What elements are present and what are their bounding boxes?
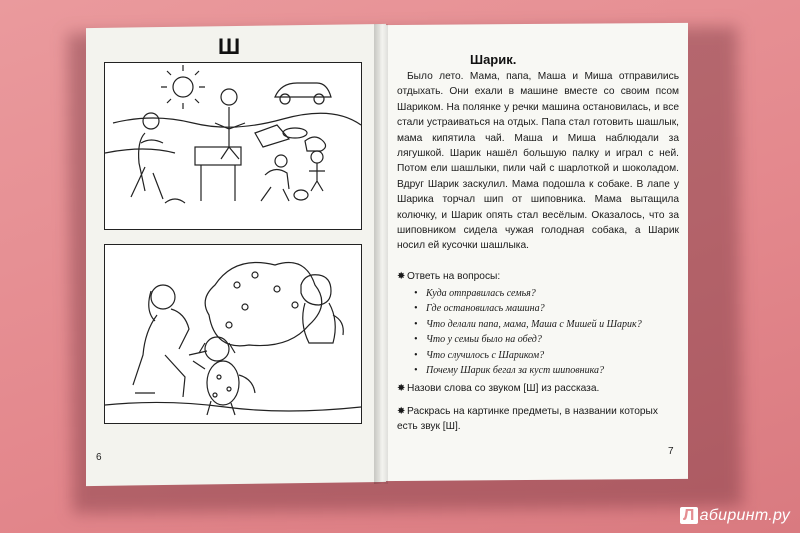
bullet-icon: • <box>414 334 418 346</box>
left-page-number: 6 <box>96 452 102 463</box>
question-item <box>414 348 676 363</box>
book-gutter <box>374 24 388 484</box>
task-answer-questions <box>397 269 679 284</box>
illustration-picnic <box>104 62 362 230</box>
picnic-line-art <box>105 63 361 229</box>
task-answer-questions-label: Ответь на вопросы: <box>407 271 501 282</box>
dog-line-art <box>105 245 361 423</box>
bullet-icon: • <box>414 365 418 377</box>
question-text: Где остановилась машина? <box>426 303 545 315</box>
bullet-icon: • <box>414 349 418 361</box>
task-color-picture-label: Раскрась на картинке предметы, в названии которых есть звук [Ш]. <box>397 406 658 433</box>
question-text: Что делали папа, мама, Маша с Мишей и Шарик? <box>426 318 642 330</box>
task-name-words-label: Назови слова со звуком [Ш] из рассказа. <box>407 383 600 394</box>
question-item <box>414 317 676 332</box>
right-page-number: 7 <box>668 446 674 457</box>
question-text: Почему Шарик бегал за куст шиповника? <box>426 365 605 377</box>
question-item <box>414 301 676 316</box>
question-item <box>414 286 676 301</box>
star-icon: ✸ <box>397 406 406 417</box>
question-list <box>414 286 676 378</box>
star-icon: ✸ <box>397 383 406 394</box>
bullet-icon: • <box>414 318 418 330</box>
question-item <box>414 363 676 378</box>
story-paragraph: Было лето. Мама, папа, Маша и Миша отправились отдыхать. Они ехали в машине вместе со своим псом Шариком. На полянке у речки машина остановилась, и все стали устраиваться на отдых. Папа стал готовить шашлык, мама кипятила чай. Маша и Миша наблюдали за лягушкой. Шарик нашёл большую палку и играл с ней. Потом ели шашлыки, пили чай с шарлоткой и шоколадом. Вдруг Шарик заскулил. Мама подошла к собаке. В лапе у Шарика торчал шип от шиповника. Мама вытащила колючку, и Шарик опять стал весёлым. Оказалось, что за шиповником сидела чужая голодная собака, а Шарик носил ей кусочки шашлыка. <box>397 71 679 252</box>
watermark-text: абиринт.ру <box>699 507 790 524</box>
question-text: Что у семьи было на обед? <box>426 334 542 346</box>
letter-heading: Ш <box>218 34 241 59</box>
question-text: Что случилось с Шариком? <box>426 349 545 361</box>
star-icon: ✸ <box>397 271 406 282</box>
watermark-logo: Л <box>680 507 698 524</box>
bullet-icon: • <box>414 303 418 315</box>
story-text <box>397 69 679 254</box>
question-text: Куда отправилась семья? <box>426 288 536 299</box>
story-title: Шарик. <box>470 52 517 67</box>
illustration-dog-thorn <box>104 244 362 424</box>
watermark <box>680 507 790 525</box>
task-name-words <box>397 381 679 396</box>
question-item <box>414 332 676 347</box>
task-color-picture <box>397 404 679 435</box>
bullet-icon: • <box>414 288 418 299</box>
